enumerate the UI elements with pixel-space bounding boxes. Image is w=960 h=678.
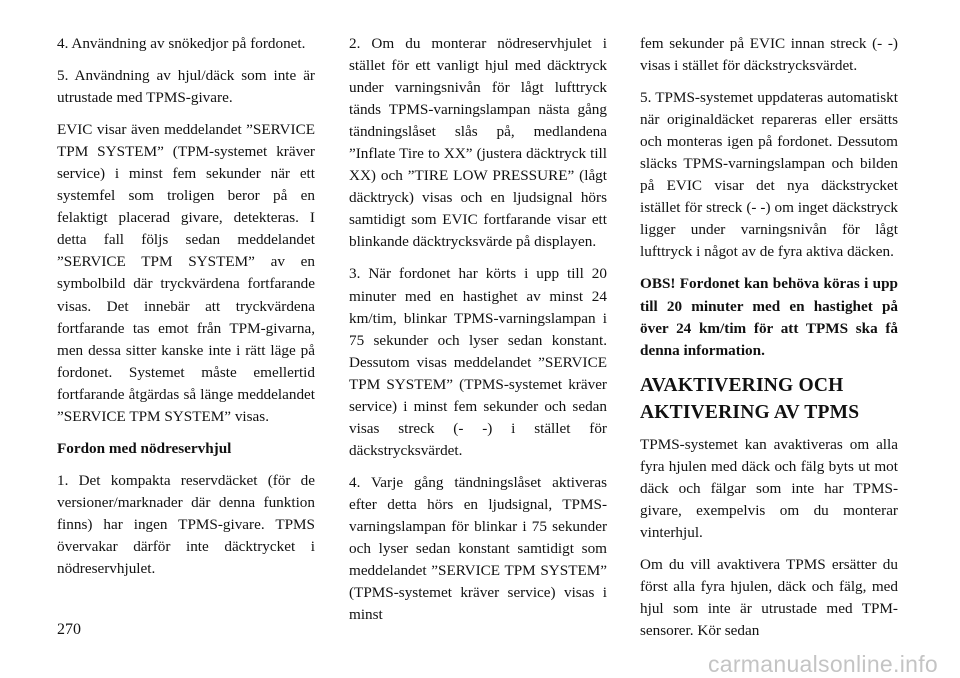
paragraph-deactivate-steps: Om du vill avaktivera TPMS ersätter du först alla fyra hjulen, däck och fälg, med hjul som inte är utrustade med TPM-sensorer. Kör sedan xyxy=(640,555,898,640)
section-heading: AVAKTIVERING OCH AKTIVERING AV TPMS xyxy=(640,374,860,423)
text-column-middle xyxy=(349,33,607,636)
list-item-4: 4. Användning av snökedjor på fordonet. xyxy=(57,35,306,52)
paragraph-evic-service: EVIC visar även meddelandet ”SERVICE TPM SYSTEM” (TPM-systemet kräver service) i minst fem sekunder när ett systemfel som troligen beror på en felaktigt placerad givare, detekteras. I detta fall följs sedan meddelandet ”SERVICE TPM SYSTEM” av en symbolbild där tryckvärdena fortfarande visas. Det innebär att tryckvärdena fortfarande tas emot från TPM-givarna, men dessa sitter kanske inte i rätt läge på fordonet. Systemet måste emellertid fortfarande åtgärdas så länge meddelandet ”SERVICE TPM SYSTEM” visas. xyxy=(57,121,315,425)
list-item-3: 3. När fordonet har körts i upp till 20 minuter med en hastighet av minst 24 km/tim, blinkar TPMS-varningslampan i 75 sekunder och lyser sedan konstant. Dessutom visas meddelandet ”SERVICE TPM SYSTEM” (TPMS-systemet kräver service) i minst fem sekunder och sedan visas streck (- -) i stället för däckstrycksvärdet. xyxy=(349,265,607,459)
list-item-2: 2. Om du monterar nödreservhjulet i stället för ett vanligt hjul med däcktryck under varningsnivån för lågt lufttryck tänds TPMS-varningslampan nästa gång tändningslåset slås på, medlandena ”Inflate Tire to XX” (justera däcktryck till XX) och ”TIRE LOW PRESSURE” (lågt däcktryck) visas och en ljudsignal hörs samtidigt som EVIC fortfarande visar ett blinkande däcktrycksvärde på displayen. xyxy=(349,35,607,251)
list-item-5: 5. Användning av hjul/däck som inte är utrustade med TPMS-givare. xyxy=(57,67,315,107)
paragraph-continued: fem sekunder på EVIC innan streck (- -) visas i stället för däckstrycksvärdet. xyxy=(640,35,898,75)
text-column-right xyxy=(640,33,898,652)
page-number: 270 xyxy=(57,621,81,638)
text-column-left xyxy=(57,33,315,590)
list-item-5b: 5. TPMS-systemet uppdateras automatiskt när originaldäcket repareras eller ersätts och monteras igen på fordonet. Dessutom släcks TPMS-varningslampan och bilden på EVIC visar det nya däckstrycket istället för streck (- -) om inget däckstryck ligger under varningsnivån för lågt lufttryck i något av de fyra aktiva däcken. xyxy=(640,89,898,261)
note-obs: OBS! Fordonet kan behöva köras i upp till 20 minuter med en hastighet på över 24 km/tim för att TPMS ska få denna information. xyxy=(640,275,898,359)
list-item-1: 1. Det kompakta reservdäcket (för de versioner/marknader där denna funktion finns) har ingen TPMS-givare. TPMS övervakar därför inte däcktrycket i nödreservhjulet. xyxy=(57,471,315,578)
list-item-4b: 4. Varje gång tändningslåset aktiveras efter detta hörs en ljudsignal, TPMS-varningslampan för blinkar i 75 sekunder och lyser sedan konstant samtidigt som meddelandet ”SERVICE TPM SYSTEM” (TPMS-systemet kräver service) visas i minst xyxy=(349,473,607,624)
subheading-spare-wheel: Fordon med nödreservhjul xyxy=(57,439,232,457)
watermark-text: carmanualsonline.info xyxy=(707,651,938,677)
paragraph-deactivate: TPMS-systemet kan avaktiveras om alla fyra hjulen med däck och fälg byts ut mot däck och fälgar som inte har TPMS-givare, exempelvis om du monterar vinterhjul. xyxy=(640,435,898,541)
